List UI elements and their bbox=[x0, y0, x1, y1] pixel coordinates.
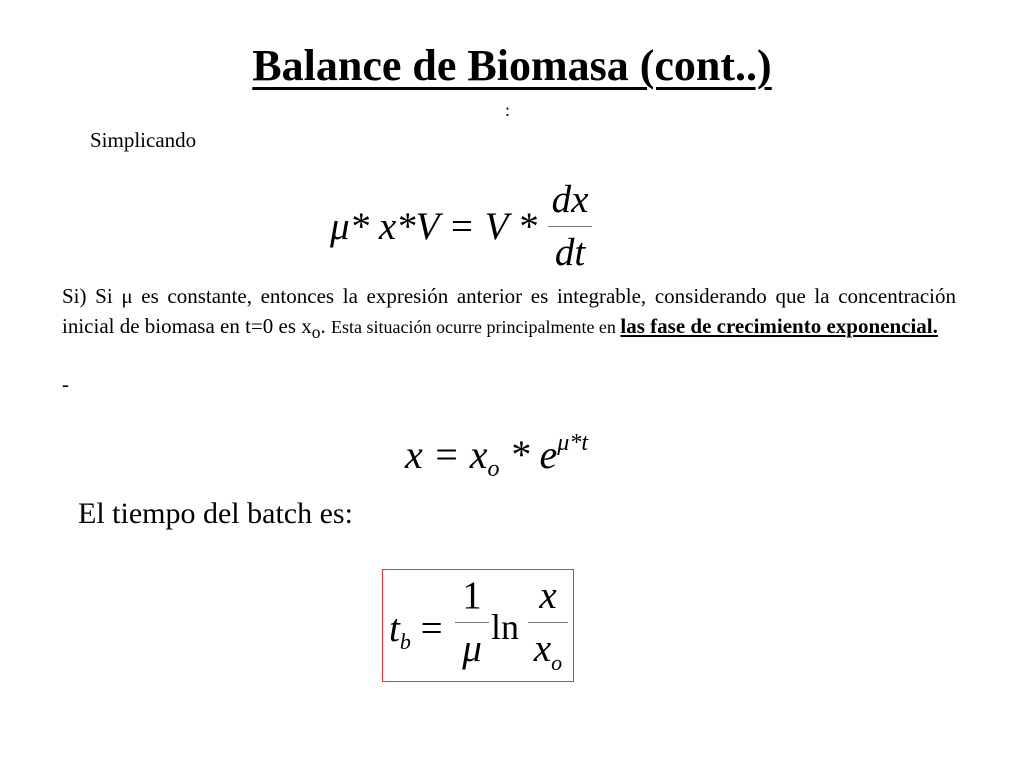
paragraph-text-2: . bbox=[320, 314, 332, 338]
slide-title: Balance de Biomasa (cont..) bbox=[252, 41, 772, 90]
paragraph-text-1: Si) Si μ es constante, entonces la expresión anterior es integrable, considerando que la concentración inicial de biomasa en t=0 es x bbox=[62, 284, 956, 338]
dash-text: - bbox=[62, 372, 69, 396]
equation2-subscript: o bbox=[487, 456, 500, 482]
paragraph-underlined-text: las fase de crecimiento exponencial. bbox=[620, 314, 938, 338]
fraction-bar bbox=[548, 226, 592, 227]
colon-text: : bbox=[505, 100, 511, 120]
fraction-bar bbox=[455, 622, 489, 623]
equation3-frac1-denominator: μ bbox=[462, 627, 482, 670]
equation-mass-balance bbox=[330, 178, 620, 273]
equation1-fraction bbox=[548, 178, 592, 275]
equation3-frac2-numerator: x bbox=[539, 574, 557, 617]
equation-exponential-growth bbox=[405, 430, 588, 483]
paragraph-subscript: o bbox=[311, 322, 321, 343]
explanation-paragraph bbox=[62, 281, 956, 347]
fraction-bar bbox=[528, 622, 568, 623]
equation-batch-time-box bbox=[382, 569, 574, 682]
equation3-fraction-2 bbox=[528, 574, 568, 685]
equation1-numerator: dx bbox=[551, 178, 589, 221]
equation3-ln: ln bbox=[491, 607, 520, 647]
equation2-superscript: μ*t bbox=[557, 430, 588, 456]
equation2-lhs: x = x bbox=[405, 432, 488, 477]
equation3-lhs: $t_b$ = bbox=[389, 607, 443, 654]
equation1-denominator: dt bbox=[554, 231, 586, 274]
equation2-mid: * e bbox=[499, 432, 558, 477]
paragraph-text-3: Esta situación ocurre principalmente en bbox=[331, 317, 621, 337]
equation3-frac1-numerator: 1 bbox=[462, 574, 482, 617]
equation1-lhs: μ* x*V = V * bbox=[330, 205, 537, 248]
equation3-frac2-denominator: $x_o$ bbox=[533, 627, 563, 675]
simplifying-label: Simplicando bbox=[90, 128, 197, 152]
batch-time-label: El tiempo del batch es: bbox=[78, 497, 353, 530]
equation3-fraction-1 bbox=[455, 574, 489, 671]
